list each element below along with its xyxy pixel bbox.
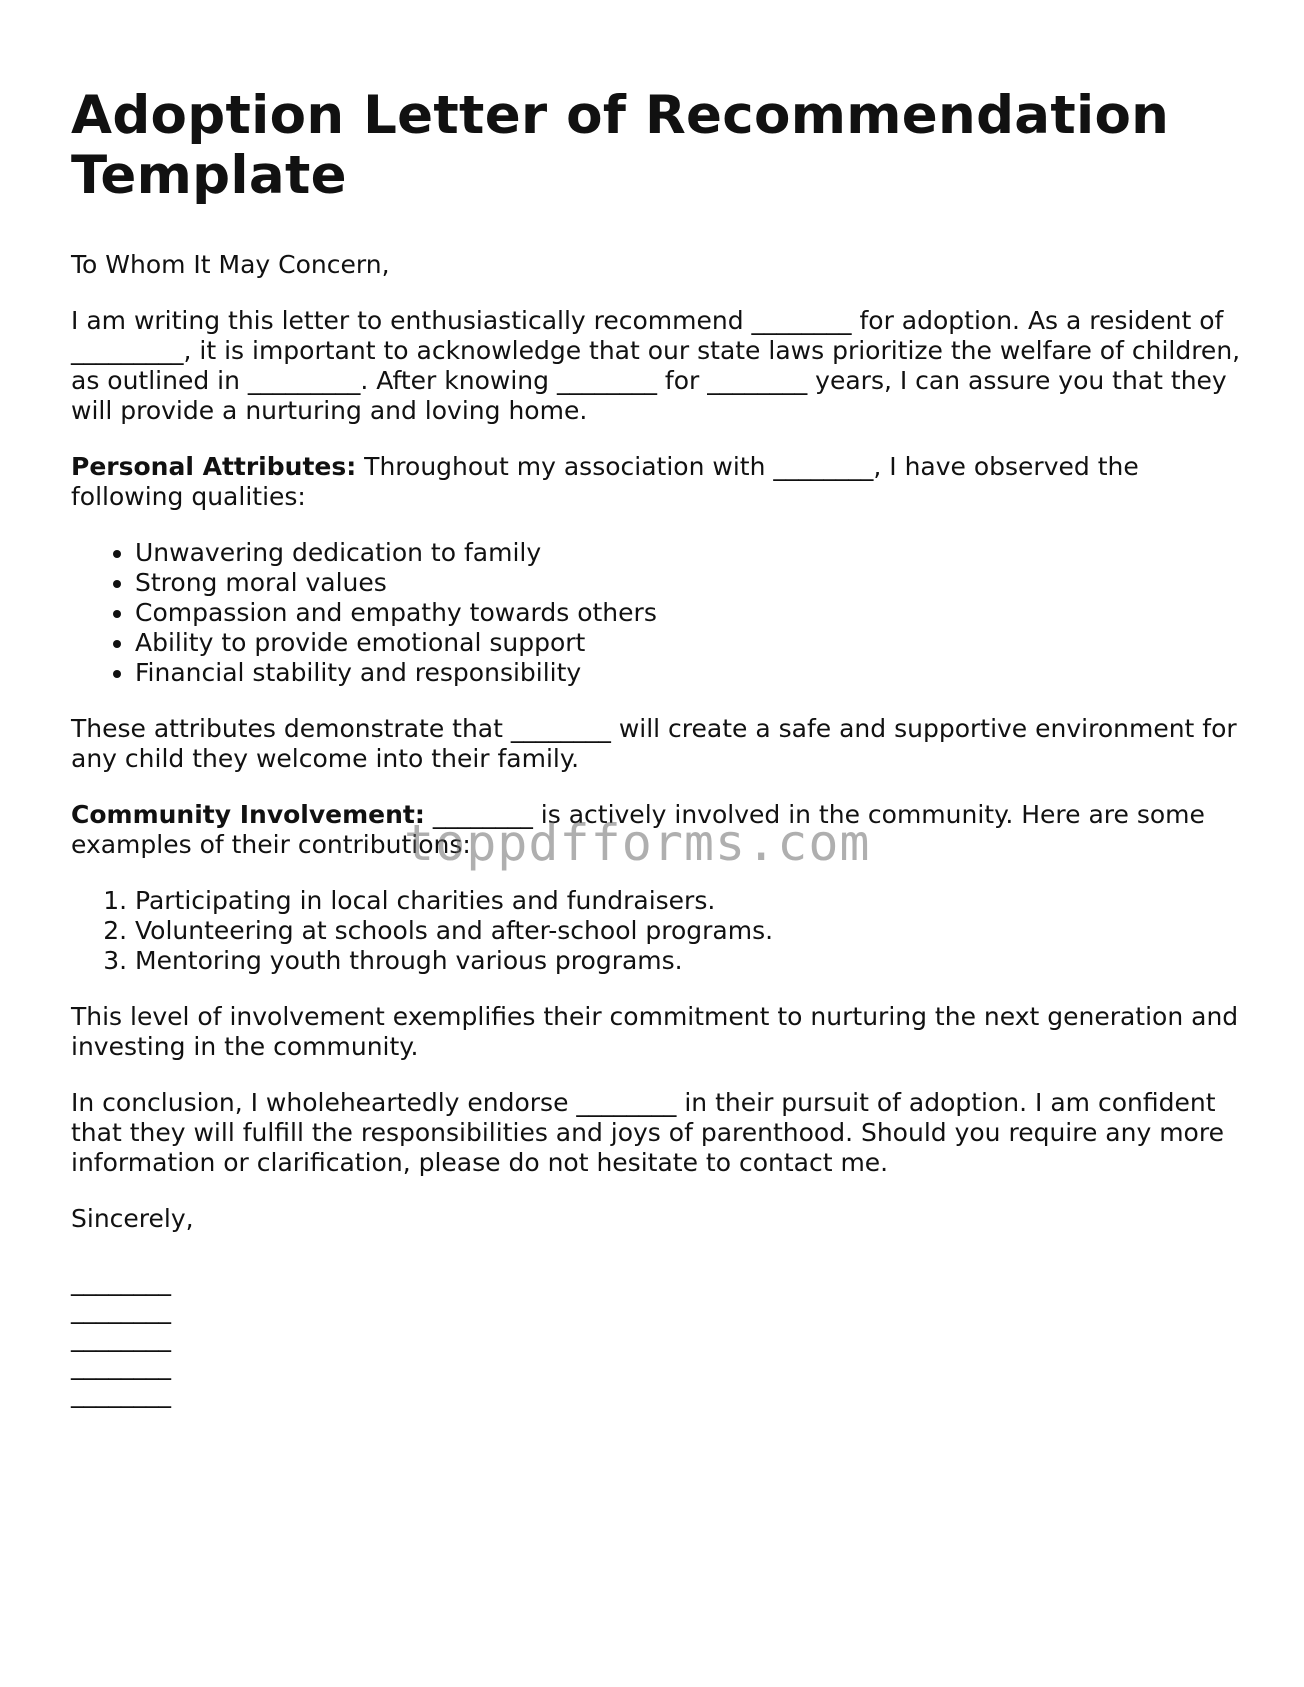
community-summary: This level of involvement exemplifies their commitment to nurturing the next generation and investing in the community.	[71, 1002, 1239, 1061]
attributes-summary: These attributes demonstrate that ________ will create a safe and supportive environment for any child they welcome into their family.	[71, 714, 1237, 773]
signature-line: ________	[71, 1267, 171, 1296]
signature-line: ________	[71, 1351, 171, 1380]
signature-line: ________	[71, 1323, 171, 1352]
list-item: 2. Volunteering at schools and after-school programs.	[135, 916, 1246, 946]
closing: Sincerely,	[71, 1204, 194, 1233]
list-item: 1. Participating in local charities and fundraisers.	[135, 886, 1246, 916]
list-item: • Ability to provide emotional support	[135, 628, 1246, 658]
intro-paragraph: I am writing this letter to enthusiastically recommend ________ for adoption. As a resident of _________, it is important to acknowledge that our state laws prioritize the welfare of children, as outlined in _________. After knowing ________ for ________ years, I can assure you that they will provide a nurturing and loving home.	[71, 306, 1241, 425]
community-involvement-text: ________ is actively involved in the community. Here are some examples of their contributions:	[71, 800, 1205, 859]
personal-attributes-text: Throughout my association with ________, I have observed the following qualities:	[71, 452, 1139, 511]
personal-attributes-heading: Personal Attributes:	[71, 452, 357, 481]
personal-attributes-paragraph	[71, 452, 1246, 512]
salutation: To Whom It May Concern,	[71, 250, 390, 279]
document-title: Adoption Letter of Recommendation Template	[71, 85, 1170, 206]
conclusion-paragraph: In conclusion, I wholeheartedly endorse ________ in their pursuit of adoption. I am confident that they will fulfill the responsibilities and joys of parenthood. Should you require any more information or clarification, please do not hesitate to contact me.	[71, 1088, 1224, 1177]
list-item: • Compassion and empathy towards others	[135, 598, 1246, 628]
watermark: toppdfforms.com	[404, 814, 871, 872]
signature-line: ________	[71, 1379, 171, 1408]
list-item: • Financial stability and responsibility	[135, 658, 1246, 688]
personal-attributes-list	[71, 538, 1246, 688]
list-item: 3. Mentoring youth through various programs.	[135, 946, 1246, 976]
signature-block	[71, 1268, 1246, 1408]
list-item: • Unwavering dedication to family	[135, 538, 1246, 568]
community-contributions-list	[71, 886, 1246, 976]
list-item: • Strong moral values	[135, 568, 1246, 598]
community-involvement-heading: Community Involvement:	[71, 800, 425, 829]
signature-line: ________	[71, 1295, 171, 1324]
letter-document	[71, 86, 1246, 1408]
